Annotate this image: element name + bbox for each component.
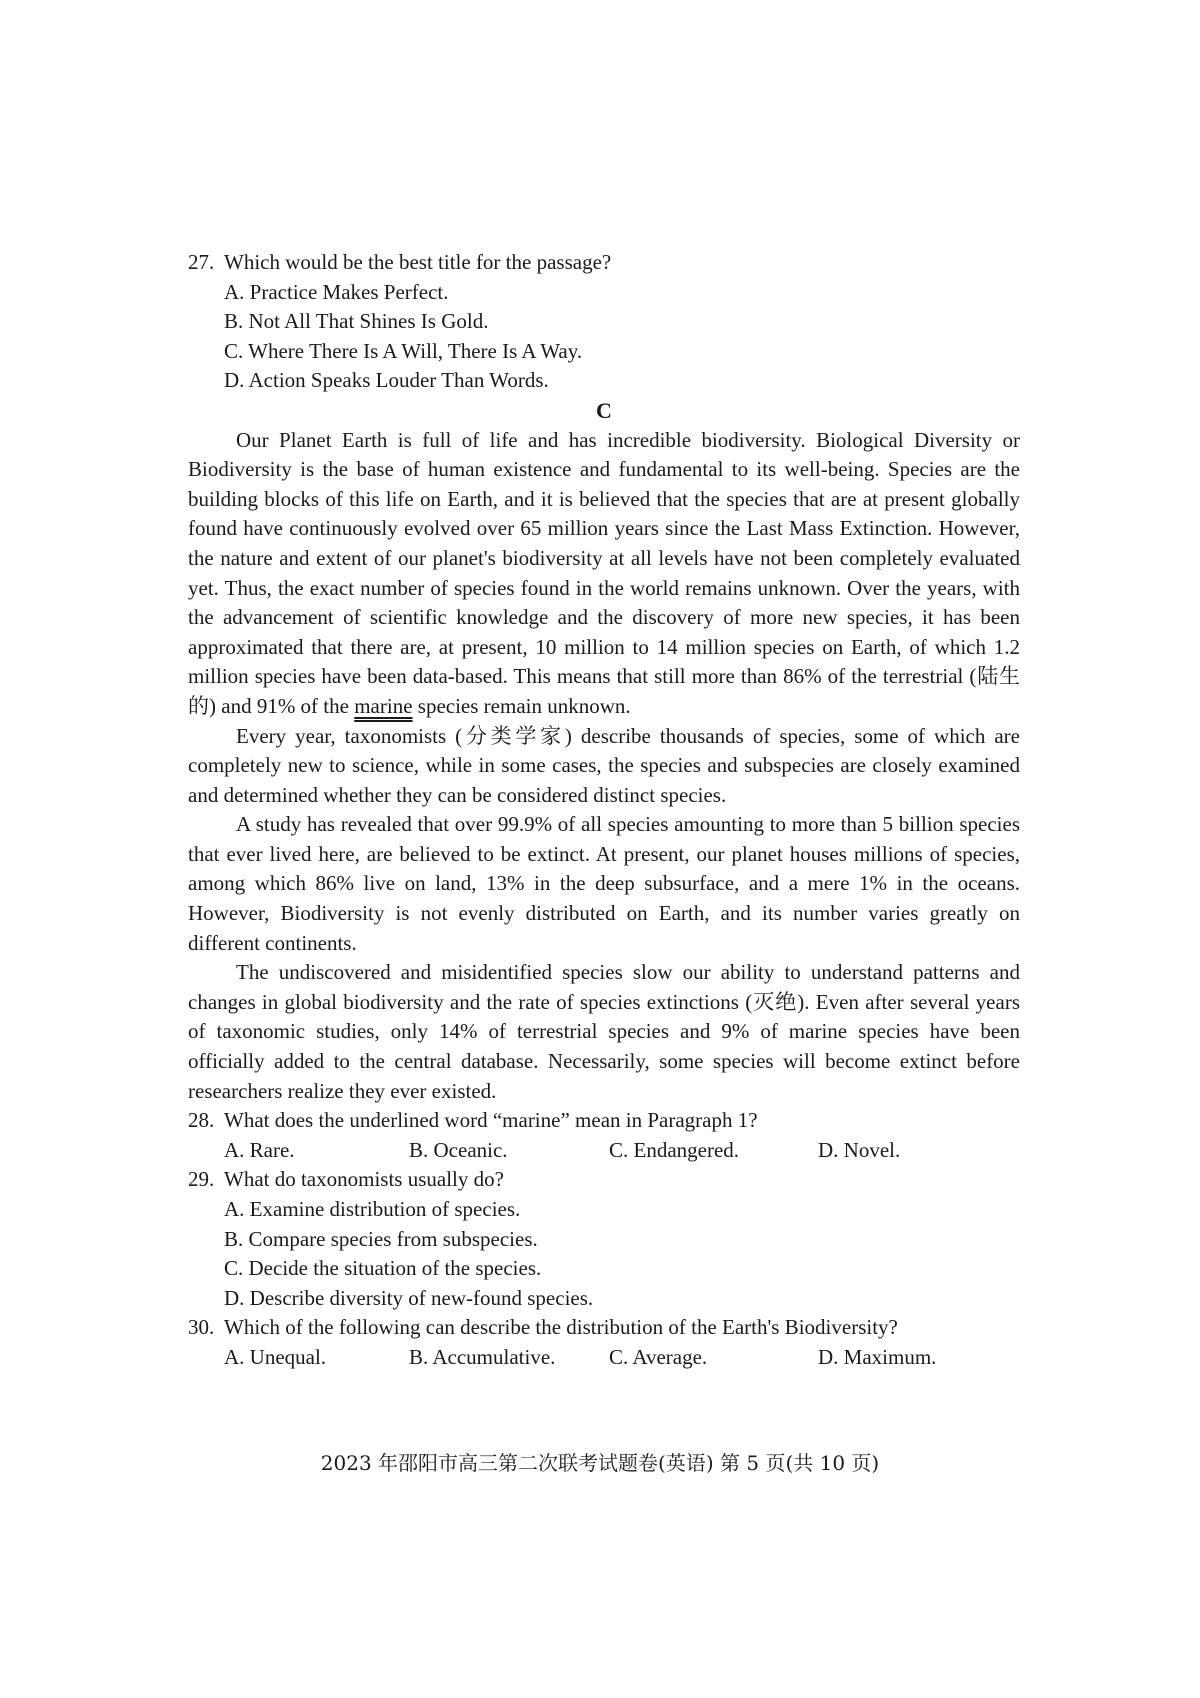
question-stem <box>188 1106 1020 1136</box>
page-footer: 2023 年邵阳市高三第二次联考试题卷(英语) 第 5 页(共 10 页) <box>320 1451 880 1475</box>
question-30 <box>188 1313 1020 1372</box>
option-a: A. Unequal. <box>224 1344 327 1369</box>
option-b: B. Not All That Shines Is Gold. <box>224 309 489 334</box>
options-row <box>188 1136 1020 1166</box>
question-number: 30. <box>188 1315 215 1340</box>
option-b: B. Oceanic. <box>409 1137 508 1162</box>
page-content <box>188 248 1020 1373</box>
question-text: Which of the following can describe the distribution of the Earth's Biodiversity? <box>224 1315 898 1340</box>
option-c: C. Average. <box>609 1344 708 1369</box>
question-number: 29. <box>188 1167 215 1192</box>
option-c: C. Decide the situation of the species. <box>224 1256 542 1281</box>
option-c: C. Where There Is A Will, There Is A Way. <box>224 338 583 363</box>
question-28 <box>188 1106 1020 1165</box>
underlined-word: marine <box>354 693 413 718</box>
question-stem <box>188 1165 1020 1195</box>
options-row <box>188 1343 1020 1373</box>
option-a: A. Examine distribution of species. <box>224 1197 521 1221</box>
option-a: A. Rare. <box>224 1137 295 1162</box>
option-c: C. Endangered. <box>609 1137 740 1162</box>
passage-paragraph-2: Every year, taxonomists (分类学家) describe thousands of species, some of which are completely new to science, while in some cases, the species and subspecies are closely examined and determined whether they can be considered distinct species. <box>188 723 1020 807</box>
question-text: What do taxonomists usually do? <box>224 1167 504 1192</box>
question-29 <box>188 1165 1020 1313</box>
option-d: D. Novel. <box>818 1137 901 1162</box>
question-text: Which would be the best title for the passage? <box>224 250 612 274</box>
passage-paragraph-3: A study has revealed that over 99.9% of all species amounting to more than 5 billion species that ever lived here, are believed to be extinct. At present, our planet houses millions of species, among which 86% live on land, 13% in the deep subsurface, and a mere 1% in the oceans. However, Biodiversity is not evenly distributed on Earth, and its number varies greatly on different continents. <box>188 812 1020 955</box>
option-d: D. Action Speaks Louder Than Words. <box>224 368 549 393</box>
question-number: 27. <box>188 250 215 274</box>
question-stem <box>188 248 1020 278</box>
question-number: 28. <box>188 1108 215 1133</box>
option-b: B. Accumulative. <box>409 1344 556 1369</box>
option-d: D. Maximum. <box>818 1344 937 1369</box>
paragraph-text: species remain unknown. <box>412 693 631 718</box>
question-27 <box>188 248 1020 396</box>
paragraph-text: Our Planet Earth is full of life and has incredible biodiversity. Biological Diversity or Biodiversity is the base of human existence and fundamental to its well-being. Species are the building blocks of this life on Earth, and it is believed that the species that are at present globally found have continuously evolved over 65 million years since the Last Mass Extinction. However, the nature and extent of our planet's biodiversity at all levels have not been completely evaluated yet. Thus, the exact number of species found in the world remains unknown. Over the years, with the advancement of scientific knowledge and the discovery of more new species, it has been approximated that there are, at present, 10 million to 14 million species on Earth, of which 1.2 million species have been data-based. This means that still more than 86% of the terrestrial (陆生的) and 91% of the <box>188 427 1020 718</box>
passage-paragraph-4: The undiscovered and misidentified species slow our ability to understand patterns and changes in global biodiversity and the rate of species extinctions (灭绝). Even after several years of taxonomic studies, only 14% of terrestrial species and 9% of marine species have been officially added to the central database. Necessarily, some species will become extinct before researchers realize they ever existed. <box>188 960 1020 1103</box>
option-b: B. Compare species from subspecies. <box>224 1226 538 1251</box>
question-stem <box>188 1313 1020 1343</box>
section-heading: C <box>596 397 612 423</box>
option-d: D. Describe diversity of new-found species. <box>224 1285 594 1310</box>
passage-paragraph-1 <box>188 426 1020 722</box>
option-a: A. Practice Makes Perfect. <box>224 279 449 304</box>
question-text: What does the underlined word “marine” mean in Paragraph 1? <box>224 1108 758 1133</box>
